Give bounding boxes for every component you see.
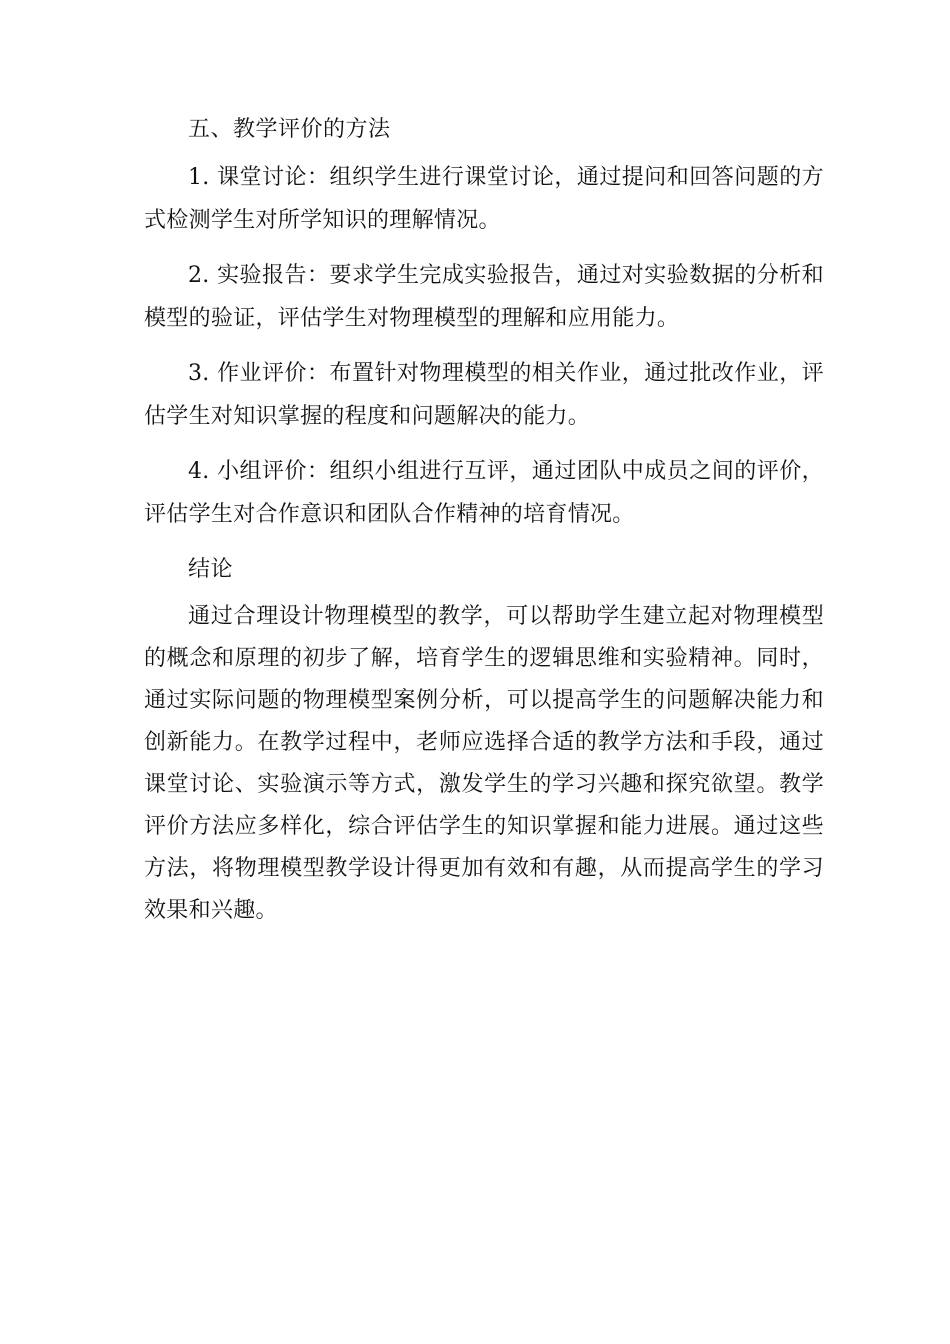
list-item-classroom-discussion: 1. 课堂讨论：组织学生进行课堂讨论，通过提问和回答问题的方式检测学生对所学知识的理解情况。 [144, 165, 824, 233]
list-item-homework-evaluation: 3. 作业评价：布置针对物理模型的相关作业，通过批改作业，评估学生对知识掌握的程度和问题解决的能力。 [144, 361, 824, 429]
document-body [144, 108, 824, 944]
list-item-lab-report: 2. 实验报告：要求学生完成实验报告，通过对实验数据的分析和模型的验证，评估学生对物理模型的理解和应用能力。 [144, 263, 824, 331]
section-heading-conclusion: 结论 [188, 557, 234, 582]
section-heading-evaluation-methods: 五、教学评价的方法 [188, 117, 391, 142]
conclusion-paragraph: 通过合理设计物理模型的教学，可以帮助学生建立起对物理模型的概念和原理的初步了解，培育学生的逻辑思维和实验精神。同时，通过实际问题的物理模型案例分析，可以提高学生的问题解决能力和创新能力。在教学过程中，老师应选择合适的教学方法和手段，通过课堂讨论、实验演示等方式，激发学生的学习兴趣和探究欲望。教学评价方法应多样化，综合评估学生的知识掌握和能力进展。通过这些方法，将物理模型教学设计得更加有效和有趣，从而提高学生的学习效果和兴趣。 [144, 604, 824, 923]
list-item-group-evaluation: 4. 小组评价：组织小组进行互评，通过团队中成员之间的评价，评估学生对合作意识和团队合作精神的培育情况。 [144, 459, 824, 527]
